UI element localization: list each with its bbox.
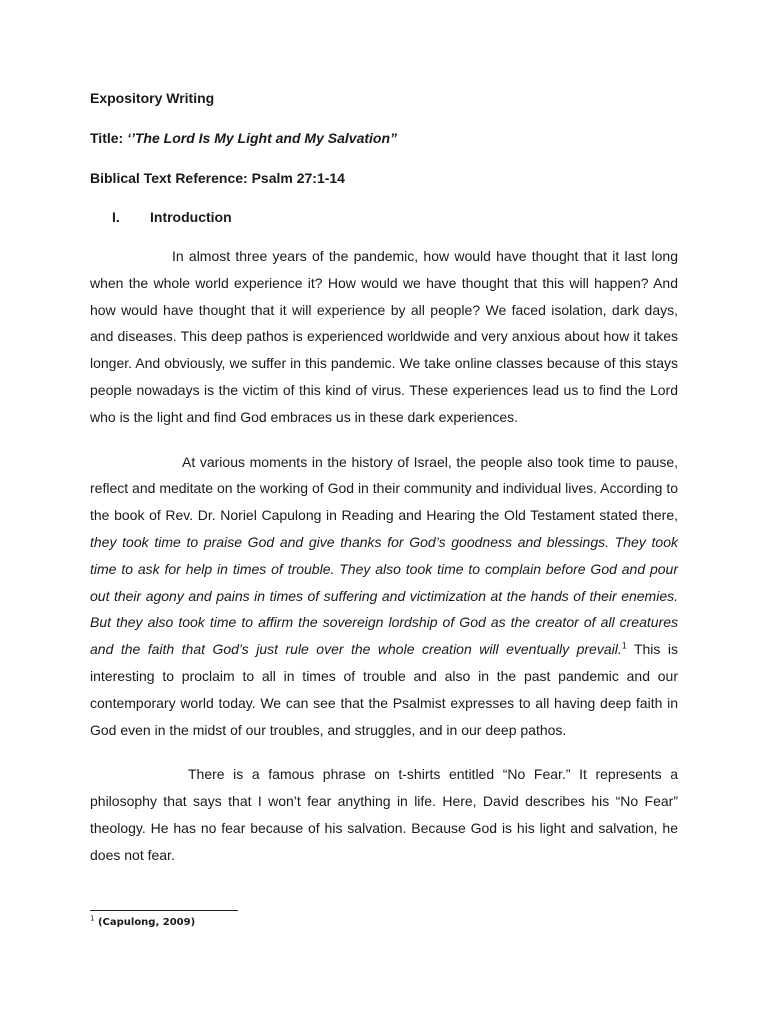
title-label: Title: <box>90 130 124 146</box>
section-number: I. <box>112 209 120 225</box>
footnote-reference: 1 <box>621 640 627 651</box>
footnote-divider <box>90 910 238 911</box>
paragraph-no-fear: There is a famous phrase on t-shirts entitled “No Fear.” It represents a philosophy that says that I won’t fear anything in life. Here, David describes his “No Fear” theology. He has no fear because of his salvation. Because God is his light and salvation, he does not fear. <box>90 766 678 863</box>
paragraph-history-tail: This is interesting to proclaim to all in times of trouble and also in the past pandemic and our contemporary world today. We can see that the Psalmist expresses to all having deep faith in God even in the midst of our troubles, and struggles, and in our deep pathos. <box>90 641 678 738</box>
biblical-reference: Biblical Text Reference: Psalm 27:1-14 <box>90 170 345 186</box>
footnote-marker: 1 <box>90 914 95 923</box>
page-bottom-clip <box>90 761 678 863</box>
section-title: Introduction <box>150 209 232 225</box>
document-type: Expository Writing <box>90 90 215 106</box>
footnote <box>90 916 195 930</box>
section-heading <box>90 207 678 227</box>
title-text: ‘’The Lord Is My Light and My Salvation” <box>127 130 398 146</box>
document-page <box>90 88 678 863</box>
paragraph-history <box>90 449 678 744</box>
footnote-text: (Capulong, 2009) <box>94 917 196 928</box>
paragraph-history-lead: At various moments in the history of Israel, the people also took time to pause, reflect and meditate on the working of God in their community and individual lives. According to the book of Rev. Dr. Noriel Capulong in Reading and Hearing the Old Testament stated there, <box>90 453 678 524</box>
paragraph-intro: In almost three years of the pandemic, how would have thought that it last long when the whole world experience it? How would we have thought that this will happen? And how would have thought that it will experience by all people? We faced isolation, dark days, and diseases. This deep pathos is experienced worldwide and very anxious about how it takes longer. And obviously, we suffer in this pandemic. We take online classes because of this stays people nowadays is the victim of this kind of virus. These experiences lead us to find the Lord who is the light and find God embraces us in these dark experiences. <box>90 248 678 425</box>
quote-period: . <box>617 641 622 658</box>
quoted-passage: they took time to praise God and give thanks for God’s goodness and blessings. They took time to ask for help in times of trouble. They also took time to complain before God and pour out their agony and pains in times of suffering and victimization at the hands of their enemies. But they also took time to affirm the sovereign lordship of God as the creator of all creatures and the faith that God’s just rule over the whole creation will eventually prevail <box>90 533 678 658</box>
document-title <box>90 128 678 148</box>
